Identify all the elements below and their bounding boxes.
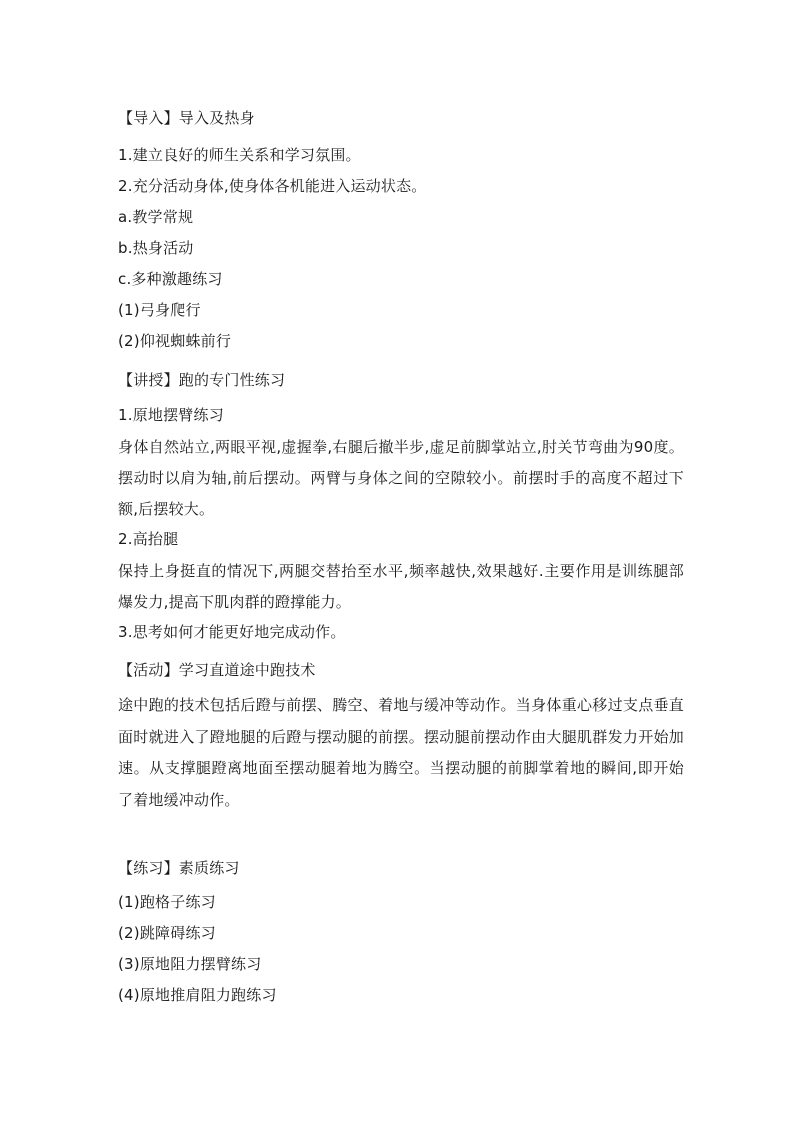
lecture-heading: 【讲授】跑的专门性练习: [118, 371, 286, 389]
intro-heading: 【导入】导入及热身: [118, 109, 255, 127]
intro-item-b: b.热身活动: [118, 239, 194, 257]
intro-item-c: c.多种激趣练习: [118, 270, 223, 288]
intro-subitem-1: (1)弓身爬行: [118, 301, 201, 319]
activity-body: 途中跑的技术包括后蹬与前摆、腾空、着地与缓冲等动作。当身体重心移过支点垂直面时就进入了蹬地腿的后蹬与摆动腿的前摆。摆动腿前摆动作由大腿肌群发力开始加速。从支撑腿蹬离地面至摆动腿着地为腾空。当摆动腿的前脚掌着地的瞬间,即开始了着地缓冲动作。: [118, 696, 684, 809]
practice-item-4: (4)原地推肩阻力跑练习: [118, 986, 277, 1004]
practice-item-1: (1)跑格子练习: [118, 893, 216, 911]
lecture-item3: 3.思考如何才能更好地完成动作。: [118, 623, 346, 641]
practice-item-2: (2)跳障碍练习: [118, 924, 216, 942]
intro-subitem-2: (2)仰视蜘蛛前行: [118, 332, 232, 350]
intro-item-1: 1.建立良好的师生关系和学习氛围。: [118, 146, 361, 164]
practice-item-3: (3)原地阻力摆臂练习: [118, 955, 262, 973]
lecture-item1-body: 身体自然站立,两眼平视,虚握拳,右腿后撤半步,虚足前脚掌站立,肘关节弯曲为90度。摆动时以肩为轴,前后摆动。两臂与身体之间的空隙较小。前摆时手的高度不超过下额,后摆较大。: [118, 438, 684, 518]
intro-item-a: a.教学常规: [118, 208, 194, 226]
intro-item-2: 2.充分活动身体,使身体各机能进入运动状态。: [118, 177, 427, 195]
practice-heading: 【练习】素质练习: [118, 859, 240, 877]
activity-heading: 【活动】学习直道途中跑技术: [118, 661, 316, 679]
lecture-item2-title: 2.高抬腿: [118, 530, 179, 548]
lecture-item2-body: 保持上身挺直的情况下,两腿交替抬至水平,频率越快,效果越好.主要作用是训练腿部爆发力,提高下肌肉群的蹬撑能力。: [118, 562, 684, 611]
lecture-item1-title: 1.原地摆臂练习: [118, 406, 224, 424]
